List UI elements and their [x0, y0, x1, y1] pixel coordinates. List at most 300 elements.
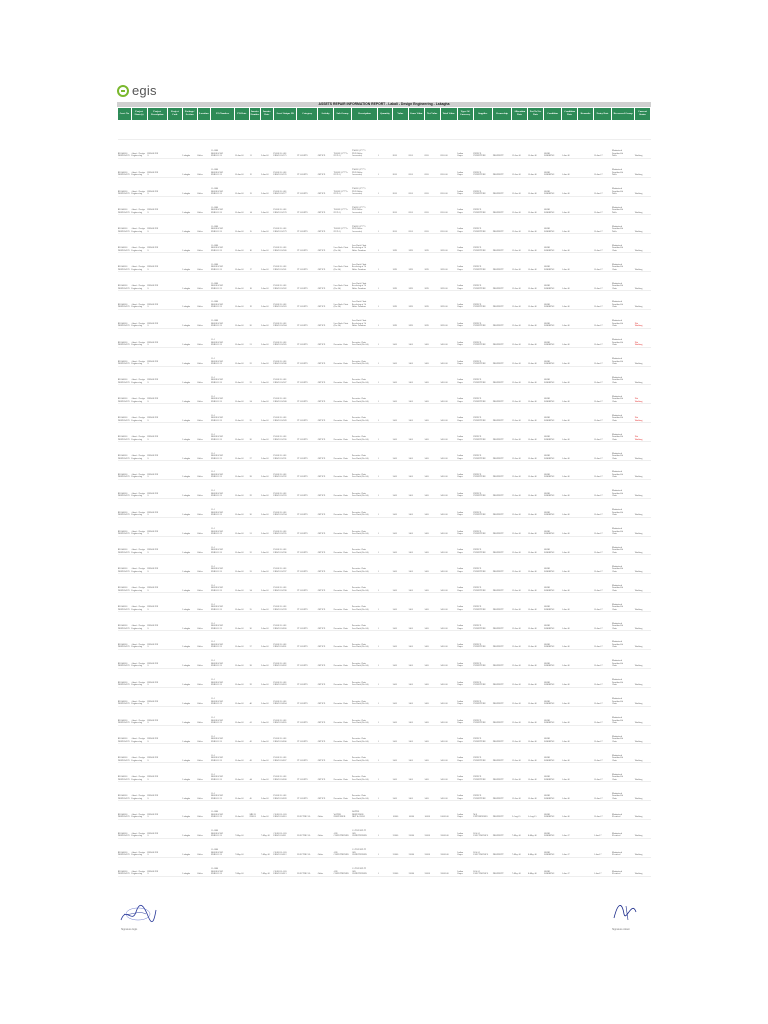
table-cell: ERB/41/PSI S	[147, 744, 167, 763]
table-cell	[167, 158, 182, 177]
table-cell: 1-Jan-16	[562, 744, 578, 763]
table-cell: TABLE (2*7*5 DVD Office Accesories)	[352, 215, 378, 234]
table-cell: 2695.00	[440, 309, 457, 328]
table-cell: 05-Jan-16	[235, 517, 250, 536]
table-cell: 1-Jan-16	[562, 612, 578, 631]
table-cell: PS.BS/15 ASS ERB/1811/597	[273, 555, 297, 574]
table-cell: Adani - Design Engineering	[131, 819, 147, 838]
table-cell: Office	[197, 725, 211, 744]
table-row	[118, 801, 651, 820]
table-cell	[578, 309, 594, 328]
table-cell: ERB/41/PSI S	[147, 291, 167, 310]
table-cell: 31	[249, 517, 260, 536]
table-cell: 2-Jan-16	[261, 782, 274, 801]
table-cell: 05-Jan-16	[235, 725, 250, 744]
table-cell: PROPERTY	[492, 744, 511, 763]
table-cell: Office	[317, 838, 333, 857]
table-cell: Maintained Electrical	[612, 838, 635, 857]
table-cell: Adani - Design Engineering	[131, 385, 147, 404]
table-cell	[578, 498, 594, 517]
table-cell: PROPERTY	[492, 649, 511, 668]
table-cell: 3455	[392, 442, 408, 461]
table-cell: Executive Chair Low Back (Rs. 64)	[352, 347, 378, 366]
table-cell: 3455	[408, 479, 424, 498]
table-cell: IT ASSETS	[297, 177, 317, 196]
table-cell: ERB/41/PSI S	[147, 272, 167, 291]
table-cell: Working	[634, 461, 650, 480]
table-cell: 3455	[424, 612, 440, 631]
table-cell: 12-Jan-16	[512, 272, 528, 291]
table-cell: 12-Jan-16	[512, 215, 528, 234]
table-cell: 3455	[408, 423, 424, 442]
table-cell: 30	[249, 498, 260, 517]
table-cell	[528, 121, 544, 140]
table-cell: 05-Jan-16	[235, 498, 250, 517]
table-cell: Adani - Design Engineering	[131, 328, 147, 347]
table-cell: Executive Chair	[333, 593, 351, 612]
table-cell: PS.BS/15 ASS ERB/1811/576	[273, 158, 297, 177]
table-cell: IT ASSETS	[297, 347, 317, 366]
table-cell: Adani - Design Engineering	[131, 309, 147, 328]
table-cell: 11-1080 BOSSE-PSI/1 ERBS/11/15	[211, 234, 235, 253]
table-cell: 1.5 TON SPLIT AIR CONDITIONER	[352, 857, 378, 876]
table-cell: GOOD WORKING	[544, 744, 562, 763]
table-row	[118, 517, 651, 536]
table-cell: BD140016 DISPRO/078	[118, 215, 132, 234]
table-cell: 1-Jan-16	[562, 555, 578, 574]
table-cell	[578, 385, 594, 404]
table-cell: 2695	[392, 272, 408, 291]
column-header: Project Name(s)	[131, 108, 147, 121]
table-cell: 36	[249, 612, 260, 631]
table-cell: 15-Jan-16	[528, 461, 544, 480]
table-cell	[473, 121, 492, 140]
table-cell: Working	[634, 234, 650, 253]
table-cell: 3455.00	[440, 687, 457, 706]
table-cell: Lakagha	[182, 253, 197, 272]
table-cell: Indian Rupee	[457, 857, 473, 876]
table-cell: 3455.00	[440, 347, 457, 366]
table-cell: PS.BS/15 ASS ERB/1811/584	[273, 309, 297, 328]
table-cell: 12-Jan-16	[512, 177, 528, 196]
table-cell: PROPERTY	[492, 347, 511, 366]
table-cell: Maintained Furnished & Chair	[612, 536, 635, 555]
table-body	[118, 121, 651, 877]
table-cell: PS.BS/15 ASS ERB/1811/577	[273, 177, 297, 196]
table-cell: ERB/41/PSI S	[147, 725, 167, 744]
table-cell: 3455	[424, 574, 440, 593]
table-cell: 3455.00	[440, 593, 457, 612]
table-row	[118, 744, 651, 763]
table-cell: Adani - Design Engineering	[131, 461, 147, 480]
table-cell: ERB/41/PSI S	[147, 366, 167, 385]
table-cell: 8-May-16	[528, 838, 544, 857]
table-cell	[167, 782, 182, 801]
table-cell: 11-1 BOSSE-PSI/1 ERBS/11/15	[211, 385, 235, 404]
table-cell: Office	[197, 649, 211, 668]
table-cell: ERB/41/PSI S	[147, 347, 167, 366]
table-cell: Maintained Furnished & Table	[612, 196, 635, 215]
table-cell: WATER DISPENSER HOT & COLD	[352, 801, 378, 820]
column-header: Put To Use Date	[528, 108, 544, 121]
table-row	[118, 819, 651, 838]
table-cell: PS.BS/15 ASS ERB/1811/602	[273, 649, 297, 668]
table-cell: Executive Chair Low Back (Rs. 64)	[352, 668, 378, 687]
table-cell: 11-1 BOSSE-PSI/1 ERBS/11/15	[211, 517, 235, 536]
table-cell: TABLE (2*7*5 DVD Office Accesories)	[352, 158, 378, 177]
table-cell: 15-Jan-17	[594, 744, 612, 763]
table-cell: Adani - Design Engineering	[131, 612, 147, 631]
table-row	[118, 234, 651, 253]
table-cell: Not Working	[634, 404, 650, 423]
table-cell: PROPERTY	[492, 631, 511, 650]
table-cell: Maintained Furnished & Chair	[612, 423, 635, 442]
column-header: Asset Unique ID	[273, 108, 297, 121]
table-cell: OFFICE	[317, 291, 333, 310]
table-cell: 05-Jan-16	[235, 139, 250, 158]
table-cell: 29	[249, 479, 260, 498]
table-cell: 2-Jan-16	[261, 177, 274, 196]
table-cell: BD140016 DISPRO/078	[118, 328, 132, 347]
table-cell: Indian Rupee	[457, 706, 473, 725]
table-cell: Lakagha	[182, 234, 197, 253]
table-cell	[578, 461, 594, 480]
table-cell: 15-Jan-17	[594, 631, 612, 650]
table-cell: 3455	[392, 461, 408, 480]
table-cell: Indian Rupee	[457, 253, 473, 272]
table-cell: OFFICE	[317, 158, 333, 177]
table-cell	[578, 574, 594, 593]
table-cell: 05-Jan-16	[235, 763, 250, 782]
table-cell: 1	[378, 517, 393, 536]
table-cell: PROPERTY	[492, 782, 511, 801]
table-cell: GOOD WORKING	[544, 706, 562, 725]
table-cell: BD140016 DISPRO/078	[118, 404, 132, 423]
table-cell: TABLE (2*7*5 DVD Office Accesories)	[352, 196, 378, 215]
table-cell: 1-Jan-16	[562, 687, 578, 706]
table-cell: Office	[197, 139, 211, 158]
table-cell: CS.BS/15 ASS ERB/1811/612	[273, 838, 297, 857]
table-cell: OFFICE	[317, 687, 333, 706]
table-cell: 1	[378, 801, 393, 820]
table-cell: PROPERTY	[492, 423, 511, 442]
table-cell: Executive Chair Low Back (Rs. 64)	[352, 498, 378, 517]
table-cell: 7-May-16	[261, 819, 274, 838]
table-cell: BD140016 DISPRO/078	[118, 196, 132, 215]
table-cell: 43	[249, 744, 260, 763]
table-cell: BD140016 DISPRO/078	[118, 555, 132, 574]
table-row	[118, 838, 651, 857]
table-cell: IT ASSETS	[297, 687, 317, 706]
table-cell: Lakagha	[182, 517, 197, 536]
table-cell: Lakagha	[182, 631, 197, 650]
table-cell: Lakagha	[182, 442, 197, 461]
table-cell: PS.BS/15 ASS ERB/1811/593	[273, 479, 297, 498]
table-cell: BD140016 DISPRO/078	[118, 536, 132, 555]
table-cell: GOOD WORKING	[544, 801, 562, 820]
table-cell: Indian Rupee	[457, 498, 473, 517]
table-cell: BD140016 DISPRO/078	[118, 366, 132, 385]
table-cell: 15-Jan-16	[528, 347, 544, 366]
table-cell: 1-Jan-16	[562, 706, 578, 725]
table-cell: 2695	[408, 309, 424, 328]
table-cell: GOOD WORKING	[544, 555, 562, 574]
table-cell: ERB/41/PSI S	[147, 574, 167, 593]
table-cell: MK/13 DISS/5	[249, 801, 260, 820]
table-cell: 1	[378, 649, 393, 668]
table-cell: BAJAJ ELECTRONICS	[473, 857, 492, 876]
table-cell: 15-Jan-17	[594, 782, 612, 801]
table-cell: 15-Jan-17	[594, 536, 612, 555]
table-cell: 2695	[424, 234, 440, 253]
table-row	[118, 763, 651, 782]
table-cell	[578, 177, 594, 196]
table-cell: Maintained Furnished & Chair	[612, 234, 635, 253]
table-cell: 2-Jan-16	[261, 631, 274, 650]
table-cell: Lakagha	[182, 706, 197, 725]
table-row	[118, 215, 651, 234]
table-cell: 3455	[424, 744, 440, 763]
table-cell: 15-Jan-16	[528, 498, 544, 517]
table-cell: Lakagha	[182, 291, 197, 310]
table-cell: 1	[378, 668, 393, 687]
table-cell: GOOD WORKING	[544, 139, 562, 158]
table-cell: Lakagha	[182, 385, 197, 404]
table-cell: 2-Jan-16	[261, 366, 274, 385]
table-cell: TABLE (2*7*5- DVD 1)	[333, 196, 351, 215]
table-cell: BD140016 DISPRO/078	[118, 139, 132, 158]
column-header: Activity	[317, 108, 333, 121]
table-cell: 15-Jan-16	[528, 385, 544, 404]
table-cell	[578, 838, 594, 857]
table-cell: 18	[249, 272, 260, 291]
table-cell: Lakagha	[182, 801, 197, 820]
table-cell: 3455	[408, 555, 424, 574]
table-cell: 3455	[424, 593, 440, 612]
table-cell: Lakagha	[182, 838, 197, 857]
table-cell: Maintained Furnished & Chair	[612, 574, 635, 593]
table-cell: 3455	[392, 574, 408, 593]
table-cell: 28	[249, 461, 260, 480]
table-cell: 7-May-16	[261, 838, 274, 857]
table-cell: PRINCE FURNITURE	[473, 631, 492, 650]
table-cell: Adani - Design Engineering	[131, 498, 147, 517]
table-cell: 1-Jan-17	[594, 819, 612, 838]
table-cell: OFFICE	[317, 309, 333, 328]
table-cell: 12-Jan-16	[512, 782, 528, 801]
table-cell	[578, 631, 594, 650]
table-cell	[352, 121, 378, 140]
table-cell: 1	[378, 442, 393, 461]
table-cell: OFFICE	[317, 347, 333, 366]
table-cell: Maintained Furnished & Chair	[612, 744, 635, 763]
table-cell: 15-Jan-16	[528, 706, 544, 725]
table-cell: Office	[197, 706, 211, 725]
table-cell: 32000	[424, 838, 440, 857]
table-cell: Executive Chair	[333, 328, 351, 347]
table-cell: BAJAJ ELECTRONICS	[473, 838, 492, 857]
table-cell: Executive Chair Low Back (Rs. 64)	[352, 782, 378, 801]
table-cell	[512, 121, 528, 140]
table-row	[118, 593, 651, 612]
table-cell: PS.BS/15 ASS ERB/1811/590	[273, 423, 297, 442]
table-cell: Indian Rupee	[457, 838, 473, 857]
table-cell: Working	[634, 649, 650, 668]
table-cell: 15-Jan-17	[594, 498, 612, 517]
table-cell: Lakagha	[182, 404, 197, 423]
table-cell: 3455.00	[440, 423, 457, 442]
table-cell: GOOD WORKING	[544, 404, 562, 423]
table-cell: 05-Jan-16	[235, 668, 250, 687]
table-cell: Office	[317, 857, 333, 876]
table-cell: 3455	[408, 631, 424, 650]
table-cell	[578, 479, 594, 498]
table-cell: Office	[317, 801, 333, 820]
table-cell: 12-Jan-16	[512, 234, 528, 253]
table-cell: Executive Chair	[333, 517, 351, 536]
table-cell: 3455	[392, 744, 408, 763]
table-cell: Executive Chair Low Back (Rs. 64)	[352, 631, 378, 650]
table-cell: ERB/41/PSI S	[147, 631, 167, 650]
table-cell: Office	[197, 838, 211, 857]
table-cell: PRINCE FURNITURE	[473, 234, 492, 253]
table-cell: 3455	[392, 385, 408, 404]
table-cell: 11-1080 BOSSE-PSI/1 ERBS/11/15	[211, 196, 235, 215]
table-cell	[167, 215, 182, 234]
table-cell: 45	[249, 782, 260, 801]
table-cell: 32000.00	[440, 819, 457, 838]
table-cell: PS.BS/15 ASS ERB/1811/595	[273, 517, 297, 536]
table-cell: ERB/41/PSI S	[147, 423, 167, 442]
table-cell: 15-Jan-17	[594, 328, 612, 347]
table-cell: BD140016 DISPRO/078	[118, 498, 132, 517]
table-cell: 2-Jan-16	[261, 555, 274, 574]
table-cell: 1-Jan-16	[562, 442, 578, 461]
table-cell: 1	[378, 461, 393, 480]
assets-table	[117, 107, 651, 877]
table-cell: BD140016 DISPRO/078	[118, 442, 132, 461]
table-cell: Adani - Design Engineering	[131, 706, 147, 725]
table-cell	[378, 121, 393, 140]
table-cell: PROPERTY	[492, 819, 511, 838]
table-cell: 3455.00	[440, 479, 457, 498]
table-cell	[147, 121, 167, 140]
table-cell: 10000	[392, 801, 408, 820]
table-cell: Office	[197, 555, 211, 574]
table-cell: IT ASSETS	[297, 782, 317, 801]
table-cell: Maintained Furnished & Chair	[612, 253, 635, 272]
table-cell: Adani - Design Engineering	[131, 479, 147, 498]
table-cell: BD140016 DISPRO/078	[118, 479, 132, 498]
table-cell: 3455.00	[440, 744, 457, 763]
column-header: Project Code	[167, 108, 182, 121]
table-cell: 12-Jan-16	[512, 668, 528, 687]
table-cell	[167, 744, 182, 763]
table-cell: 12-Jan-16	[512, 309, 528, 328]
table-cell	[578, 234, 594, 253]
table-cell	[167, 612, 182, 631]
table-cell: PRINCE FURNITURE	[473, 687, 492, 706]
table-cell: OFFICE	[317, 328, 333, 347]
table-cell: PROPERTY	[492, 291, 511, 310]
table-cell	[578, 139, 594, 158]
table-cell: 2-Jan-16	[261, 215, 274, 234]
table-row	[118, 612, 651, 631]
table-cell: PROPERTY	[492, 706, 511, 725]
table-cell: BAJAJ ELECTRONICS	[473, 819, 492, 838]
table-cell: IT ASSETS	[297, 404, 317, 423]
table-cell: 15-Jan-16	[528, 272, 544, 291]
table-cell: Executive Chair	[333, 649, 351, 668]
table-cell: Indian Rupee	[457, 782, 473, 801]
table-cell	[578, 593, 594, 612]
table-cell: PROPERTY	[492, 517, 511, 536]
table-cell: Maintained Electrical	[612, 801, 635, 820]
table-cell: 05-Jan-16	[235, 347, 250, 366]
table-cell: 05-Jan-16	[235, 461, 250, 480]
table-cell: 32000.00	[440, 857, 457, 876]
table-cell: 11-1080 BOSSE-PSI/1 ERBS/11/15	[211, 253, 235, 272]
table-cell	[578, 253, 594, 272]
table-cell: 7-May-16	[235, 838, 250, 857]
table-cell: 8355	[392, 158, 408, 177]
table-cell: 15-Jan-16	[528, 328, 544, 347]
table-cell: ERB/41/PSI S	[147, 857, 167, 876]
table-cell: PROPERTY	[492, 857, 511, 876]
table-cell: PROPERTY	[492, 801, 511, 820]
table-cell: Maintained Furnished & Chair	[612, 347, 635, 366]
table-cell: 3455	[392, 366, 408, 385]
table-cell: GOOD WORKING	[544, 423, 562, 442]
table-cell: 2-Jan-16	[261, 196, 274, 215]
table-cell: Maintained Furnished & Chair	[612, 763, 635, 782]
table-cell: 1	[378, 819, 393, 838]
table-cell: 39	[249, 668, 260, 687]
column-header: Current Status	[634, 108, 650, 121]
table-cell: BD140016 DISPRO/078	[118, 649, 132, 668]
table-cell: PROPERTY	[492, 668, 511, 687]
table-cell: 12-Jan-16	[512, 744, 528, 763]
table-cell: BD140016 DISPRO/078	[118, 309, 132, 328]
table-cell: 15-Jan-17	[594, 404, 612, 423]
table-cell	[249, 857, 260, 876]
table-cell: Office	[197, 423, 211, 442]
table-cell: ERB/41/PSI S	[147, 536, 167, 555]
table-cell: Executive Chair	[333, 423, 351, 442]
table-cell: Adani - Design Engineering	[131, 517, 147, 536]
table-cell	[167, 801, 182, 820]
table-cell: 1	[378, 272, 393, 291]
table-cell: 12-Jan-16	[512, 517, 528, 536]
table-cell: GOOD WORKING	[544, 347, 562, 366]
table-cell: Maintained Furnished & Table	[612, 139, 635, 158]
table-cell: Lakagha	[182, 328, 197, 347]
table-cell: IT ASSETS	[297, 234, 317, 253]
table-cell: 3455	[408, 782, 424, 801]
table-cell: 15-Jan-16	[528, 158, 544, 177]
table-cell: 15-Jan-17	[594, 593, 612, 612]
table-cell: Adani - Design Engineering	[131, 782, 147, 801]
table-cell	[167, 442, 182, 461]
table-cell: 15-Jan-16	[528, 196, 544, 215]
table-cell: 2-Jan-16	[261, 461, 274, 480]
table-cell: PS.BS/15 ASS ERB/1811/594	[273, 498, 297, 517]
table-cell: Maintained Furnished & Table	[612, 158, 635, 177]
table-cell: ERB/41/PSI S	[147, 782, 167, 801]
table-cell: ELECTRICAL	[297, 838, 317, 857]
table-cell	[167, 819, 182, 838]
table-cell: PROPERTY	[492, 234, 511, 253]
